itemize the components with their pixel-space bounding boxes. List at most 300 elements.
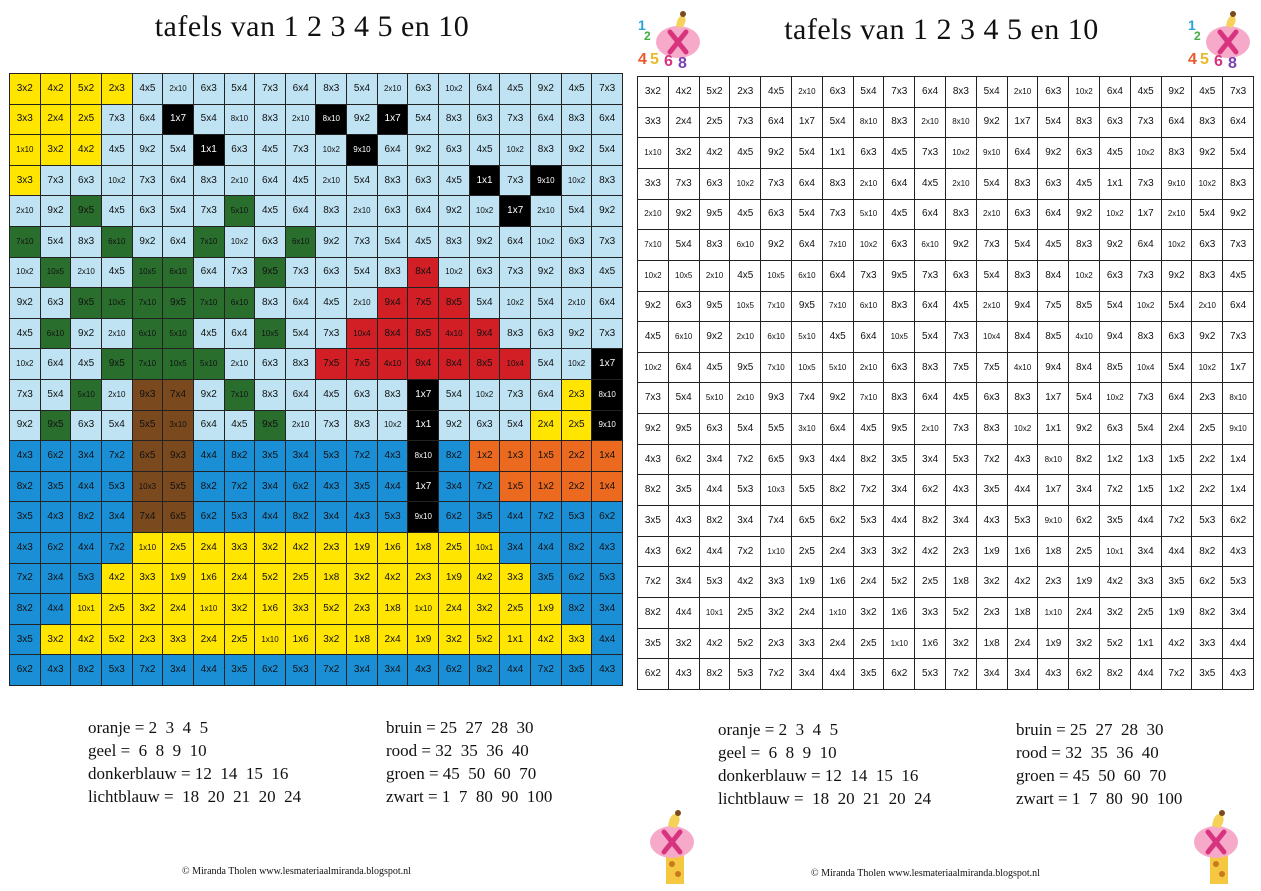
grid-cell: 5x10: [700, 383, 730, 413]
grid-cell: 7x10: [823, 292, 853, 322]
grid-cell: 2x10: [102, 380, 132, 410]
grid-cell: 7x3: [854, 261, 884, 291]
grid-cell: 4x4: [194, 655, 224, 685]
grid-cell: 9x3: [163, 441, 193, 471]
grid-cell: 3x3: [163, 625, 193, 655]
grid-cell: 6x10: [225, 288, 255, 318]
grid-cell: 9x2: [531, 258, 561, 288]
grid-cell: 8x10: [854, 108, 884, 138]
grid-cell: 3x2: [470, 594, 500, 624]
grid-cell: 5x2: [700, 77, 730, 107]
grid-cell: 7x4: [163, 380, 193, 410]
grid-cell: 7x4: [133, 502, 163, 532]
grid-cell: 5x5: [792, 475, 822, 505]
grid-cell: 5x2: [470, 625, 500, 655]
grid-cell: 3x4: [946, 506, 976, 536]
svg-text:8: 8: [1228, 55, 1237, 68]
grid-cell: 5x3: [700, 567, 730, 597]
grid-cell: 2x3: [977, 598, 1007, 628]
grid-cell: 7x2: [761, 659, 791, 689]
grid-cell: 4x4: [500, 502, 530, 532]
grid-cell: 2x10: [977, 292, 1007, 322]
grid-cell: 6x5: [792, 506, 822, 536]
grid-cell: 7x3: [225, 258, 255, 288]
grid-cell: 6x4: [500, 227, 530, 257]
grid-cell: 6x2: [255, 655, 285, 685]
grid-cell: 4x4: [700, 475, 730, 505]
grid-cell: 4x5: [133, 74, 163, 104]
grid-cell: 10x2: [500, 288, 530, 318]
grid-cell: 6x2: [592, 502, 622, 532]
grid-cell: 4x2: [700, 138, 730, 168]
grid-cell: 3x2: [1100, 598, 1130, 628]
grid-cell: 6x10: [854, 292, 884, 322]
grid-cell: 2x4: [194, 625, 224, 655]
grid-cell: 3x2: [347, 564, 377, 594]
grid-cell: 10x2: [1100, 383, 1130, 413]
grid-cell: 4x5: [102, 196, 132, 226]
grid-cell: 5x2: [102, 625, 132, 655]
grid-cell: 6x5: [761, 445, 791, 475]
grid-cell: 3x5: [531, 564, 561, 594]
grid-cell: 2x5: [854, 629, 884, 659]
grid-cell: 4x5: [638, 322, 668, 352]
grid-cell: 1x7: [1038, 383, 1068, 413]
grid-cell: 7x2: [1162, 659, 1192, 689]
grid-cell: 1x3: [1131, 445, 1161, 475]
grid-cell: 4x3: [10, 441, 40, 471]
grid-cell: 6x3: [378, 196, 408, 226]
grid-cell: 2x4: [1162, 414, 1192, 444]
grid-cell: 5x10: [71, 380, 101, 410]
grid-cell: 3x5: [255, 441, 285, 471]
grid-cell: 8x3: [562, 105, 592, 135]
grid-cell: 5x3: [225, 502, 255, 532]
grid-cell: 1x10: [194, 594, 224, 624]
grid-cell: 5x4: [378, 227, 408, 257]
grid-cell: 4x5: [316, 288, 346, 318]
grid-cell: 2x10: [854, 169, 884, 199]
grid-cell: 8x2: [915, 506, 945, 536]
grid-cell: 3x3: [10, 166, 40, 196]
grid-cell: 3x4: [700, 445, 730, 475]
grid-cell: 10x5: [133, 258, 163, 288]
grid-cell: 2x4: [854, 567, 884, 597]
grid-cell: 8x5: [470, 349, 500, 379]
grid-cell: 6x4: [592, 105, 622, 135]
grid-cell: 10x2: [946, 138, 976, 168]
grid-cell: 10x1: [700, 598, 730, 628]
grid-cell: 6x4: [792, 169, 822, 199]
grid-cell: 10x2: [638, 261, 668, 291]
grid-cell: 7x5: [347, 349, 377, 379]
grid-cell: 1x5: [1131, 475, 1161, 505]
grid-cell: 10x1: [1100, 537, 1130, 567]
grid-cell: 8x4: [1069, 353, 1099, 383]
grid-cell: 8x3: [347, 411, 377, 441]
grid-cell: 4x5: [1131, 77, 1161, 107]
colored-worksheet-panel: [0, 0, 630, 891]
grid-cell: 8x2: [562, 594, 592, 624]
giraffe-mascot-icon: [636, 808, 702, 884]
grid-cell: 1x9: [439, 564, 469, 594]
grid-cell: 9x2: [1192, 138, 1222, 168]
grid-cell: 5x4: [531, 288, 561, 318]
giraffe-mascot-icon: [1186, 8, 1254, 68]
grid-cell: 5x4: [562, 196, 592, 226]
grid-cell: 1x1: [194, 135, 224, 165]
grid-cell: 1x8: [378, 594, 408, 624]
grid-cell: 8x3: [1162, 138, 1192, 168]
grid-cell: 6x4: [915, 383, 945, 413]
grid-cell: 9x2: [41, 196, 71, 226]
legend-column-2: [386, 716, 552, 808]
grid-cell: 9x5: [700, 200, 730, 230]
grid-cell: 3x5: [347, 472, 377, 502]
grid-cell: 9x2: [761, 138, 791, 168]
grid-cell: 8x2: [10, 594, 40, 624]
grid-cell: 2x10: [730, 383, 760, 413]
grid-cell: 5x2: [884, 567, 914, 597]
grid-cell: 3x2: [669, 629, 699, 659]
grid-cell: 5x3: [854, 506, 884, 536]
grid-cell: 10x2: [1008, 414, 1038, 444]
grid-cell: 9x2: [638, 292, 668, 322]
grid-cell: 6x4: [1131, 230, 1161, 260]
legend-entry: zwart = 1 7 80 90 100: [386, 787, 553, 806]
grid-cell: 4x5: [1100, 138, 1130, 168]
grid-cell: 8x3: [884, 292, 914, 322]
grid-cell: 10x2: [1162, 230, 1192, 260]
grid-cell: 8x10: [1038, 445, 1068, 475]
grid-cell: 7x3: [500, 166, 530, 196]
grid-cell: 9x2: [592, 196, 622, 226]
grid-cell: 1x5: [500, 472, 530, 502]
grid-cell: 9x2: [562, 319, 592, 349]
grid-cell: 9x5: [71, 288, 101, 318]
grid-cell: 1x1: [408, 411, 438, 441]
grid-cell: 7x3: [669, 169, 699, 199]
grid-cell: 4x4: [1131, 506, 1161, 536]
grid-cell: 6x3: [761, 200, 791, 230]
grid-cell: 9x10: [347, 135, 377, 165]
grid-cell: 6x4: [1162, 108, 1192, 138]
grid-cell: 6x3: [225, 135, 255, 165]
grid-cell: 4x5: [71, 349, 101, 379]
grid-cell: 5x4: [41, 380, 71, 410]
grid-cell: 4x5: [102, 258, 132, 288]
grid-cell: 9x2: [408, 135, 438, 165]
grid-cell: 8x3: [255, 380, 285, 410]
grid-cell: 6x3: [470, 105, 500, 135]
grid-cell: 4x5: [562, 74, 592, 104]
grid-cell: 3x5: [1192, 659, 1222, 689]
grid-cell: 9x4: [1008, 292, 1038, 322]
grid-cell: 2x4: [669, 108, 699, 138]
grid-cell: 7x4: [792, 383, 822, 413]
grid-cell: 4x10: [378, 349, 408, 379]
grid-cell: 7x3: [823, 200, 853, 230]
grid-cell: 9x2: [531, 74, 561, 104]
grid-cell: 6x4: [1038, 200, 1068, 230]
grid-cell: 10x2: [470, 196, 500, 226]
grid-cell: 7x2: [730, 537, 760, 567]
grid-cell: 6x3: [1038, 77, 1068, 107]
grid-cell: 3x2: [977, 567, 1007, 597]
grid-cell: 2x3: [347, 594, 377, 624]
grid-cell: 1x9: [1069, 567, 1099, 597]
grid-cell: 6x4: [286, 74, 316, 104]
grid-cell: 6x3: [946, 261, 976, 291]
copyright-footer: © Miranda Tholen www.lesmateriaalmiranda.blogspot.nl: [811, 868, 1040, 879]
grid-cell: 8x3: [439, 105, 469, 135]
grid-cell: 2x4: [41, 105, 71, 135]
grid-cell: 5x3: [316, 441, 346, 471]
grid-cell: 3x5: [470, 502, 500, 532]
grid-cell: 5x4: [347, 258, 377, 288]
grid-cell: 4x5: [915, 169, 945, 199]
grid-cell: 6x4: [884, 169, 914, 199]
grid-cell: 5x4: [592, 135, 622, 165]
grid-cell: 5x10: [163, 319, 193, 349]
grid-cell: 2x5: [792, 537, 822, 567]
grid-cell: 9x2: [562, 135, 592, 165]
grid-cell: 4x4: [823, 659, 853, 689]
grid-cell: 2x3: [1192, 383, 1222, 413]
grid-cell: 1x1: [823, 138, 853, 168]
grid-cell: 8x10: [225, 105, 255, 135]
grid-cell: 7x2: [102, 533, 132, 563]
grid-cell: 6x3: [255, 227, 285, 257]
grid-cell: 5x2: [71, 74, 101, 104]
grid-cell: 2x4: [225, 564, 255, 594]
grid-cell: 5x4: [163, 196, 193, 226]
grid-cell: 7x3: [730, 108, 760, 138]
grid-cell: 1x9: [1162, 598, 1192, 628]
grid-cell: 6x4: [761, 108, 791, 138]
grid-cell: 7x3: [638, 383, 668, 413]
grid-cell: 5x4: [500, 411, 530, 441]
grid-cell: 1x5: [531, 441, 561, 471]
grid-cell: 7x3: [946, 322, 976, 352]
grid-cell: 4x5: [255, 196, 285, 226]
grid-cell: 3x2: [10, 74, 40, 104]
grid-cell: 3x5: [562, 655, 592, 685]
grid-cell: 6x2: [439, 655, 469, 685]
grid-cell: 1x10: [761, 537, 791, 567]
grid-cell: 7x3: [41, 166, 71, 196]
grid-cell: 6x3: [1100, 108, 1130, 138]
grid-cell: 7x10: [133, 349, 163, 379]
grid-cell: 8x3: [316, 74, 346, 104]
grid-cell: 10x2: [854, 230, 884, 260]
grid-cell: 5x10: [194, 349, 224, 379]
grid-cell: 7x3: [500, 380, 530, 410]
grid-cell: 6x3: [347, 380, 377, 410]
grid-cell: 3x4: [592, 594, 622, 624]
grid-cell: 9x2: [946, 230, 976, 260]
grid-cell: 10x2: [562, 166, 592, 196]
grid-cell: 1x8: [347, 625, 377, 655]
svg-text:5: 5: [1200, 51, 1209, 68]
grid-cell: 2x10: [946, 169, 976, 199]
grid-cell: 6x3: [700, 169, 730, 199]
grid-cell: 2x10: [316, 166, 346, 196]
grid-cell: 2x10: [286, 105, 316, 135]
grid-cell: 5x4: [823, 108, 853, 138]
grid-cell: 3x10: [792, 414, 822, 444]
grid-cell: 1x2: [470, 441, 500, 471]
grid-cell: 8x5: [1038, 322, 1068, 352]
grid-cell: 6x4: [163, 166, 193, 196]
grid-cell: 6x4: [1008, 138, 1038, 168]
grid-cell: 3x5: [854, 659, 884, 689]
grid-cell: 7x3: [592, 319, 622, 349]
grid-cell: 7x3: [500, 258, 530, 288]
legend-column-2: [1016, 718, 1182, 810]
grid-cell: 6x3: [470, 411, 500, 441]
grid-cell: 8x2: [439, 441, 469, 471]
grid-cell: 5x3: [1223, 567, 1253, 597]
grid-cell: 10x2: [1131, 138, 1161, 168]
grid-cell: 9x5: [163, 288, 193, 318]
grid-cell: 7x2: [470, 472, 500, 502]
grid-cell: 7x3: [1131, 261, 1161, 291]
grid-cell: 8x2: [854, 445, 884, 475]
grid-cell: 7x10: [194, 288, 224, 318]
grid-cell: 3x5: [1100, 506, 1130, 536]
grid-cell: 3x5: [10, 502, 40, 532]
grid-cell: 4x5: [592, 258, 622, 288]
grid-cell: 3x4: [1069, 475, 1099, 505]
grid-cell: 2x3: [408, 564, 438, 594]
grid-cell: 6x4: [531, 380, 561, 410]
grid-cell: 6x4: [592, 288, 622, 318]
grid-cell: 2x10: [102, 319, 132, 349]
grid-cell: 9x5: [102, 349, 132, 379]
svg-text:6: 6: [1214, 53, 1223, 68]
grid-cell: 8x5: [439, 288, 469, 318]
grid-cell: 5x2: [946, 598, 976, 628]
grid-cell: 4x2: [669, 77, 699, 107]
grid-cell: 7x10: [10, 227, 40, 257]
grid-cell: 2x2: [562, 441, 592, 471]
grid-cell: 8x3: [700, 230, 730, 260]
grid-cell: 1x10: [408, 594, 438, 624]
grid-cell: 3x4: [41, 564, 71, 594]
grid-cell: 2x4: [792, 598, 822, 628]
grid-cell: 9x2: [470, 227, 500, 257]
grid-cell: 4x4: [592, 625, 622, 655]
grid-cell: 2x4: [439, 594, 469, 624]
grid-cell: 10x2: [1131, 292, 1161, 322]
grid-cell: 6x3: [977, 383, 1007, 413]
grid-cell: 6x4: [133, 105, 163, 135]
grid-cell: 1x6: [884, 598, 914, 628]
grid-cell: 6x4: [163, 227, 193, 257]
grid-cell: 10x1: [470, 533, 500, 563]
grid-cell: 8x3: [439, 227, 469, 257]
grid-cell: 4x5: [946, 383, 976, 413]
grid-cell: 2x3: [730, 77, 760, 107]
grid-cell: 6x4: [1223, 292, 1253, 322]
grid-cell: 2x10: [378, 74, 408, 104]
grid-cell: 4x4: [71, 472, 101, 502]
grid-cell: 1x10: [638, 138, 668, 168]
grid-cell: 6x3: [316, 258, 346, 288]
grid-cell: 3x3: [915, 598, 945, 628]
grid-cell: 10x2: [225, 227, 255, 257]
grid-cell: 10x4: [977, 322, 1007, 352]
legend-entry: oranje = 2 3 4 5: [718, 720, 839, 739]
grid-cell: 9x5: [792, 292, 822, 322]
grid-cell: 8x10: [1223, 383, 1253, 413]
grid-cell: 6x2: [41, 533, 71, 563]
grid-cell: 3x4: [102, 502, 132, 532]
grid-cell: 4x2: [71, 135, 101, 165]
grid-cell: 1x3: [500, 441, 530, 471]
grid-cell: 7x3: [977, 230, 1007, 260]
grid-cell: 4x3: [1008, 445, 1038, 475]
grid-cell: 8x10: [592, 380, 622, 410]
grid-cell: 7x2: [638, 567, 668, 597]
grid-cell: 3x4: [669, 567, 699, 597]
grid-cell: 4x4: [531, 533, 561, 563]
grid-cell: 1x10: [133, 533, 163, 563]
grid-cell: 9x2: [439, 196, 469, 226]
grid-cell: 3x4: [439, 472, 469, 502]
grid-cell: 7x3: [592, 227, 622, 257]
legend-entry: donkerblauw = 12 14 15 16: [718, 766, 919, 785]
grid-cell: 4x4: [71, 533, 101, 563]
grid-cell: 2x4: [1069, 598, 1099, 628]
grid-cell: 7x3: [915, 138, 945, 168]
grid-cell: 2x10: [225, 349, 255, 379]
svg-text:4: 4: [1188, 51, 1197, 68]
grid-cell: 1x9: [163, 564, 193, 594]
color-by-number-grid-blank: [637, 76, 1254, 690]
grid-cell: 4x4: [1162, 537, 1192, 567]
grid-cell: 6x2: [638, 659, 668, 689]
grid-cell: 9x2: [439, 411, 469, 441]
grid-cell: 3x4: [255, 472, 285, 502]
grid-cell: 5x3: [286, 655, 316, 685]
grid-cell: 3x4: [71, 441, 101, 471]
grid-cell: 4x3: [316, 472, 346, 502]
grid-cell: 9x5: [700, 292, 730, 322]
grid-cell: 8x10: [408, 441, 438, 471]
grid-cell: 10x2: [470, 380, 500, 410]
grid-cell: 8x3: [1008, 261, 1038, 291]
grid-cell: 4x2: [1100, 567, 1130, 597]
grid-cell: 5x2: [1100, 629, 1130, 659]
giraffe-mascot-icon: [636, 8, 704, 68]
grid-cell: 5x4: [730, 414, 760, 444]
grid-cell: 1x1: [1038, 414, 1068, 444]
grid-cell: 5x4: [439, 380, 469, 410]
grid-cell: 5x4: [408, 105, 438, 135]
grid-cell: 4x5: [730, 261, 760, 291]
grid-cell: 8x2: [470, 655, 500, 685]
grid-cell: 6x4: [531, 105, 561, 135]
grid-cell: 7x5: [316, 349, 346, 379]
grid-cell: 4x10: [1069, 322, 1099, 352]
grid-cell: 5x4: [977, 169, 1007, 199]
grid-cell: 4x5: [225, 411, 255, 441]
grid-cell: 6x2: [562, 564, 592, 594]
grid-cell: 1x2: [531, 472, 561, 502]
grid-cell: 10x1: [71, 594, 101, 624]
